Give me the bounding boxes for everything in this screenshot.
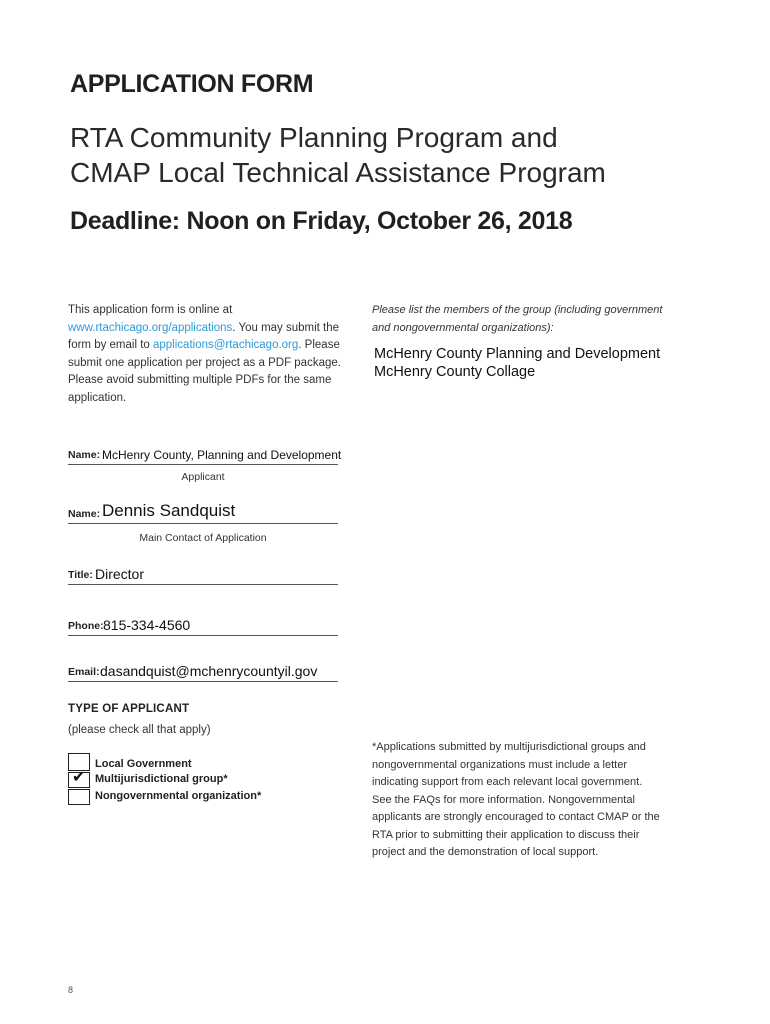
nongovernmental-label: Nongovernmental organization* xyxy=(95,790,262,802)
footnote-paragraph: *Applications submitted by multijurisdictional groups and nongovernmental organizations must include a letter indicating support from each relevant local government. See the FAQs for more information. Nongovernmental applicants are strongly encouraged to contact CMAP or the RTA prior to submitting their application to discuss their project and the demonstration of local support. xyxy=(372,741,660,858)
local-government-label: Local Government xyxy=(95,758,192,770)
phone-field[interactable] xyxy=(68,617,338,636)
program-title-line2: CMAP Local Technical Assistance Program xyxy=(70,157,606,188)
page-number: 8 xyxy=(68,985,74,995)
intro-text-1: This application form is online at xyxy=(68,304,233,316)
contact-name-field[interactable] xyxy=(68,501,338,524)
phone-label: Phone: xyxy=(68,620,104,632)
group-members-field[interactable] xyxy=(374,345,674,381)
deadline-heading: Deadline: Noon on Friday, October 26, 2018 xyxy=(70,207,573,235)
contact-name-value: Dennis Sandquist xyxy=(102,501,236,520)
title-field[interactable] xyxy=(68,566,338,585)
contact-caption: Main Contact of Application xyxy=(139,532,267,544)
multijurisdictional-label: Multijurisdictional group* xyxy=(95,773,228,785)
phone-value: 815-334-4560 xyxy=(103,617,191,633)
applications-url-link[interactable]: www.rtachicago.org/applications xyxy=(68,321,233,334)
email-label: Email: xyxy=(68,666,100,678)
group-member-2: McHenry County Collage xyxy=(374,364,536,380)
option-nongovernmental-organization[interactable] xyxy=(68,789,288,806)
applicant-caption: Applicant xyxy=(181,471,225,483)
email-field[interactable] xyxy=(68,663,338,682)
type-of-applicant-instruction: (please check all that apply) xyxy=(68,724,211,736)
contact-name-label: Name: xyxy=(68,508,101,520)
applicant-name-field[interactable] xyxy=(68,446,342,465)
nongovernmental-checkbox[interactable] xyxy=(68,789,90,805)
applications-email-link[interactable]: applications@rtachicago.org xyxy=(153,339,299,351)
checkmark-icon: ✔ xyxy=(72,769,86,786)
program-title xyxy=(70,120,710,190)
group-members-prompt: Please list the members of the group (including government and nongovernmental organizations): xyxy=(372,304,663,334)
form-title: APPLICATION FORM xyxy=(70,70,314,98)
group-member-1: McHenry County Planning and Development xyxy=(374,346,661,362)
type-of-applicant-heading: TYPE OF APPLICANT xyxy=(68,703,190,715)
intro-paragraph xyxy=(68,302,358,407)
applicant-name-label: Name: xyxy=(68,449,101,461)
title-label: Title: xyxy=(68,569,93,581)
option-multijurisdictional-group[interactable] xyxy=(68,769,268,789)
applicant-name-value: McHenry County, Planning and Development xyxy=(102,448,342,462)
email-value: dasandquist@mchenrycountyil.gov xyxy=(100,663,318,679)
program-title-line1: RTA Community Planning Program and xyxy=(70,122,558,153)
title-value: Director xyxy=(95,566,145,582)
intro-text-2: . You may submit the form by email to xyxy=(68,321,340,351)
intro-text-3: . Please submit one application per project as a PDF package. Please avoid submitting multiple PDFs for the same application. xyxy=(68,339,341,404)
